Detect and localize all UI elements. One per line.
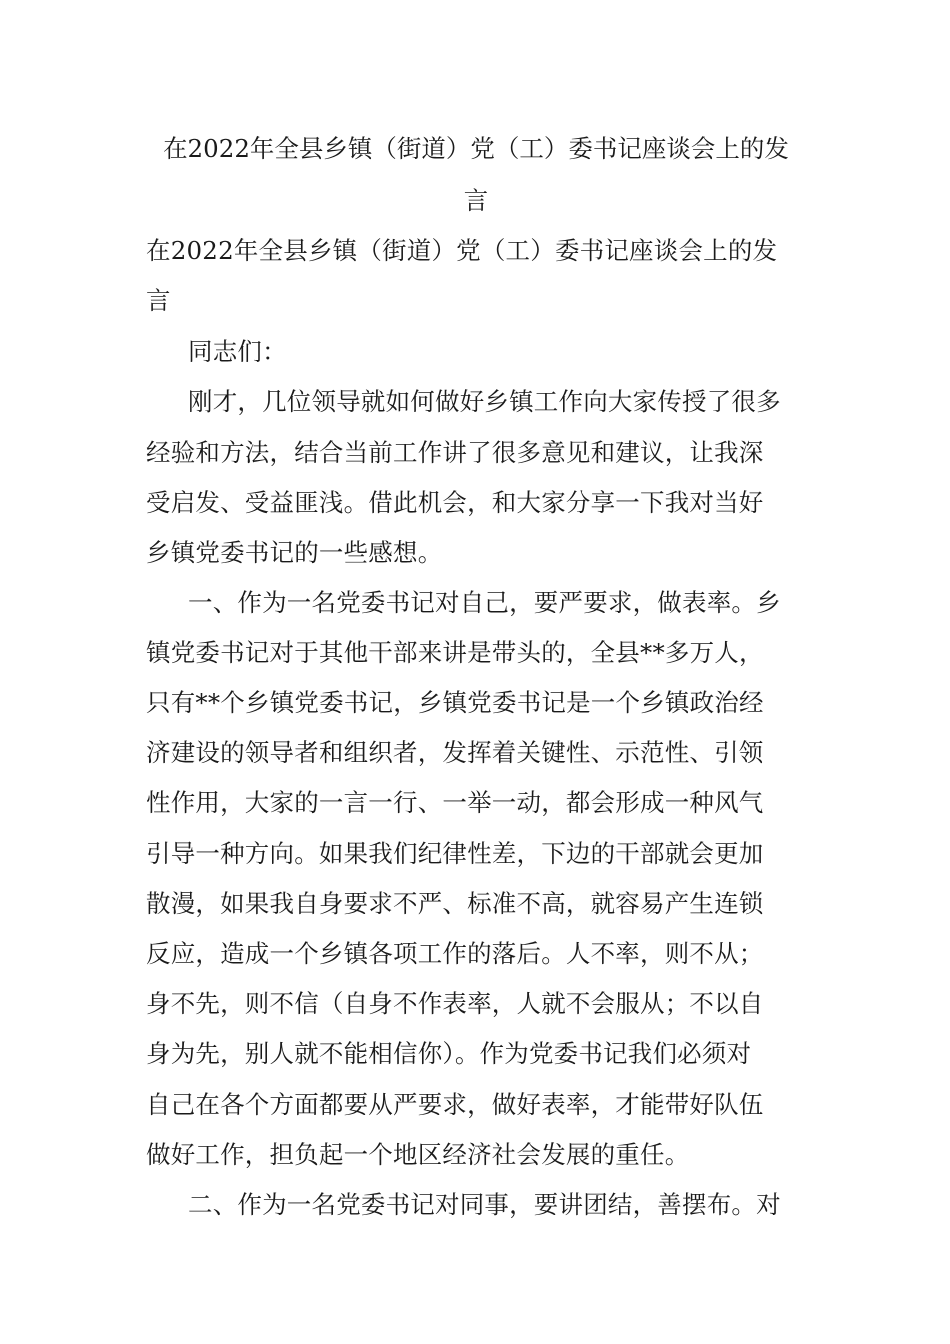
paragraph-line: 受启发、受益匪浅。借此机会，和大家分享一下我对当好 <box>146 488 764 517</box>
paragraph-line: 反应，造成一个乡镇各项工作的落后。人不率，则不从； <box>146 939 764 968</box>
paragraph-line: 只有**个乡镇党委书记，乡镇党委书记是一个乡镇政治经 <box>146 688 764 717</box>
paragraph-line: 散漫，如果我自身要求不严、标准不高，就容易产生连锁 <box>146 889 764 918</box>
paragraph-line: 二、作为一名党委书记对同事，要讲团结，善摆布。对 <box>188 1190 781 1219</box>
paragraph-line: 镇党委书记对于其他干部来讲是带头的，全县**多万人， <box>146 638 764 667</box>
greeting-text: 同志们： <box>188 337 287 366</box>
paragraph-line: 一、作为一名党委书记对自己，要严要求，做表率。乡 <box>188 588 781 617</box>
paragraph-line: 自己在各个方面都要从严要求，做好表率，才能带好队伍 <box>146 1090 764 1119</box>
subtitle-line-1: 在2022年全县乡镇（街道）党（工）委书记座谈会上的发 <box>146 236 778 265</box>
paragraph-line: 做好工作，担负起一个地区经济社会发展的重任。 <box>146 1140 690 1169</box>
title-line-1: 在2022年全县乡镇（街道）党（工）委书记座谈会上的发 <box>163 134 789 163</box>
subtitle-line-2: 言 <box>146 286 171 315</box>
paragraph-line: 刚才，几位领导就如何做好乡镇工作向大家传授了很多 <box>188 387 781 416</box>
title-line-2: 言 <box>463 186 489 215</box>
paragraph-line: 经验和方法，结合当前工作讲了很多意见和建议，让我深 <box>146 438 764 467</box>
paragraph-line: 济建设的领导者和组织者，发挥着关键性、示范性、引领 <box>146 738 764 767</box>
paragraph-line: 引导一种方向。如果我们纪律性差，下边的干部就会更加 <box>146 839 764 868</box>
paragraph-line: 性作用，大家的一言一行、一举一动，都会形成一种风气 <box>146 788 764 817</box>
paragraph-line: 身不先，则不信（自身不作表率，人就不会服从；不以自 <box>146 989 764 1018</box>
paragraph-line: 乡镇党委书记的一些感想。 <box>146 538 443 567</box>
paragraph-line: 身为先，别人就不能相信你）。作为党委书记我们必须对 <box>146 1039 752 1068</box>
